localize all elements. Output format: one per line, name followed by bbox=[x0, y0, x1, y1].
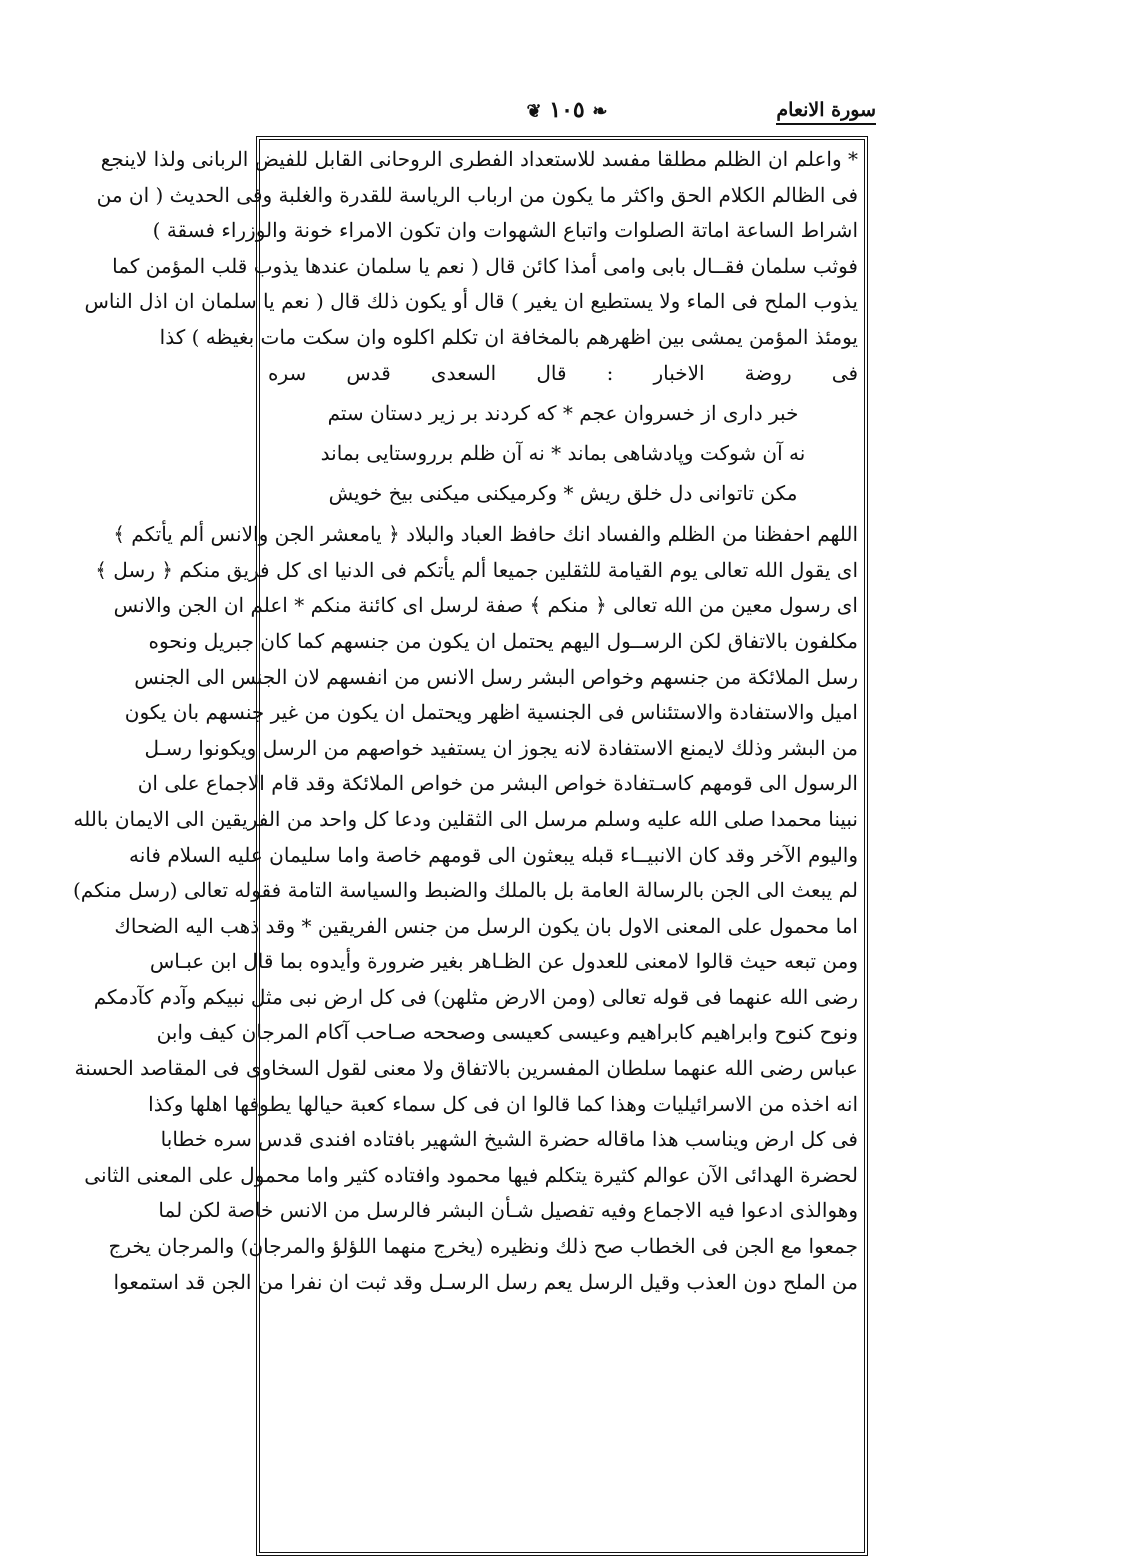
text-line: اميل والاستفادة والاستئناس فى الجنسية اظهر ويحتمل ان يكون من غير جنسهم بان يكون bbox=[124, 700, 858, 725]
text-line: رضى الله عنهما فى قوله تعالى (ومن الارض مثلهن) فى كل ارض نبى مثل نبيكم وآدم كآدمكم bbox=[93, 984, 858, 1009]
surah-title: سورة الانعام bbox=[776, 99, 876, 125]
text-line: مكلفون بالاتفاق لكن الرســول اليهم يحتمل ان يكون من جنسهم كما كان جبريل ونحوه bbox=[148, 628, 858, 653]
ornament-right-icon: ❧ bbox=[592, 101, 608, 122]
text-line: * واعلم ان الظلم مطلقا مفسد للاستعداد الفطرى الروحانى القابل للفيض الربانى ولذا لاينجع bbox=[100, 147, 858, 171]
text-line: نبينا محمدا صلى الله عليه وسلم مرسل الى الثقلين ودعا كل واحد من الفريقين الى الايمان بالله bbox=[73, 806, 858, 831]
text-line: جمعوا مع الجن فى الخطاب صح ذلك ونظيره (يخرج منهما اللؤلؤ والمرجان) والمرجان يخرج bbox=[108, 1234, 858, 1259]
text-line: اى يقول الله تعالى يوم القيامة للثقلين جميعا ألم يأتكم فى الدنيا اى كل فريق منكم ﴿ رسل ﴾ bbox=[95, 557, 858, 582]
text-line: من الملح دون العذب وقيل الرسل يعم رسل الرسـل وقد ثبت ان نفرا من الجن قد استمعوا bbox=[113, 1269, 858, 1294]
paragraph-top bbox=[84, 142, 858, 391]
text-line: لحضرة الهدائى الآن عوالم كثيرة يتكلم فيها محمود وافتاده كثير واما محمول على المعنى الثانى bbox=[84, 1162, 858, 1187]
page-header bbox=[258, 97, 876, 133]
text-line: فى روضة الاخبار : قال السعدى قدس سره bbox=[268, 360, 858, 385]
text-line: اللهم احفظنا من الظلم والفساد انك حافظ العباد والبلاد ﴿ يامعشر الجن والانس ألم يأتكم ﴾ bbox=[113, 522, 858, 547]
text-line: لم يبعث الى الجن بالرسالة العامة بل بالملك والضبط والسياسة التامة فقوله تعالى (رسل منكم) bbox=[72, 878, 858, 903]
text-line: يومئذ المؤمن يمشى بين اظهرهم بالمخافة ان تكلم اكلوه وان سكت مات بغيظه ) كذا bbox=[159, 324, 858, 349]
text-line: وهوالذى ادعوا فيه الاجماع وفيه تفصيل شـأن البشر فالرسل من الانس خاصة لكن لما bbox=[158, 1198, 858, 1223]
ornament-left-icon: ❦ bbox=[526, 101, 542, 122]
text-line: ومن تبعه حيث قالوا لامعنى للعدول عن الظـاهر بغير ضرورة وأيدوه بما قال ابن عبـاس bbox=[149, 949, 858, 974]
page-body bbox=[72, 142, 858, 1300]
verse-line: مكن تاتوانى دل خلق ريش * وكرميكنى ميكنى بيخ خويش bbox=[328, 481, 798, 506]
text-line: من البشر وذلك لايمنع الاستفادة لانه يجوز ان يستفيد خواصهم من الرسل ويكونوا رسـل bbox=[144, 735, 858, 760]
text-line: اشراط الساعة اماتة الصلوات واتباع الشهوات وان تكون الامراء خونة والوزراء فسقة ) bbox=[152, 218, 858, 243]
verse-line: نه آن شوكت وپادشاهى بماند * نه آن ظلم برروستايى بماند bbox=[320, 441, 806, 466]
text-line: عباس رضى الله عنهما سلطان المفسرين بالاتفاق ولا معنى لقول السخاوى فى المقاصد الحسنة bbox=[74, 1056, 858, 1081]
text-line: فى كل ارض ويناسب هذا ماقاله حضرة الشيخ الشهير بافتاده افندى قدس سره خطابا bbox=[160, 1127, 858, 1152]
page-number bbox=[527, 97, 608, 123]
text-line: اما محمول على المعنى الاول بان يكون الرسل من جنس الفريقين * وقد ذهب اليه الضحاك bbox=[114, 913, 858, 938]
text-line: ونوح كنوح وابراهيم كابراهيم وعيسى كعيسى وصححه صـاحب آكام المرجان كيف وابن bbox=[156, 1020, 858, 1045]
persian-verses bbox=[268, 391, 858, 517]
text-line: اى رسول معين من الله تعالى ﴿ منكم ﴾ صفة لرسل اى كائنة منكم * اعلم ان الجن والانس bbox=[113, 593, 858, 618]
text-line: انه اخذه من الاسرائيليات وهذا كما قالوا ان فى كل سماء كعبة حيالها يطوفها اهلها وكذا bbox=[148, 1091, 858, 1116]
text-line: واليوم الآخر وقد كان الانبيــاء قبله يبعثون الى قومهم خاصة واما سليمان عليه السلام فانه bbox=[129, 842, 858, 867]
text-line: رسل الملائكة من جنسهم وخواص البشر رسل الانس من انفسهم لان الجنس الى الجنس bbox=[134, 664, 858, 689]
text-line: يذوب الملح فى الماء ولا يستطيع ان يغير ) قال أو يكون ذلك قال ( نعم يا سلمان ان اذل الناس bbox=[84, 289, 858, 314]
verse-line: خبر دارى از خسروان عجم * كه كردند بر زير دستان ستم bbox=[327, 401, 799, 426]
text-line: الرسول الى قومهم كاسـتفادة خواص البشر من خواص الملائكة وقد قام الاجماع على ان bbox=[137, 771, 858, 796]
text-line: فى الظالم الكلام الحق واكثر ما يكون من ارباب الرياسة للقدرة والغلبة وفى الحديث ( ان من bbox=[96, 182, 858, 207]
page-number-value: ١٠٥ bbox=[549, 97, 585, 123]
text-line: فوثب سلمان فقــال بابى وامى أمذا كائن قال ( نعم يا سلمان عندها يذوب قلب المؤمن كما bbox=[112, 253, 858, 278]
paragraph-bottom bbox=[72, 517, 858, 1300]
